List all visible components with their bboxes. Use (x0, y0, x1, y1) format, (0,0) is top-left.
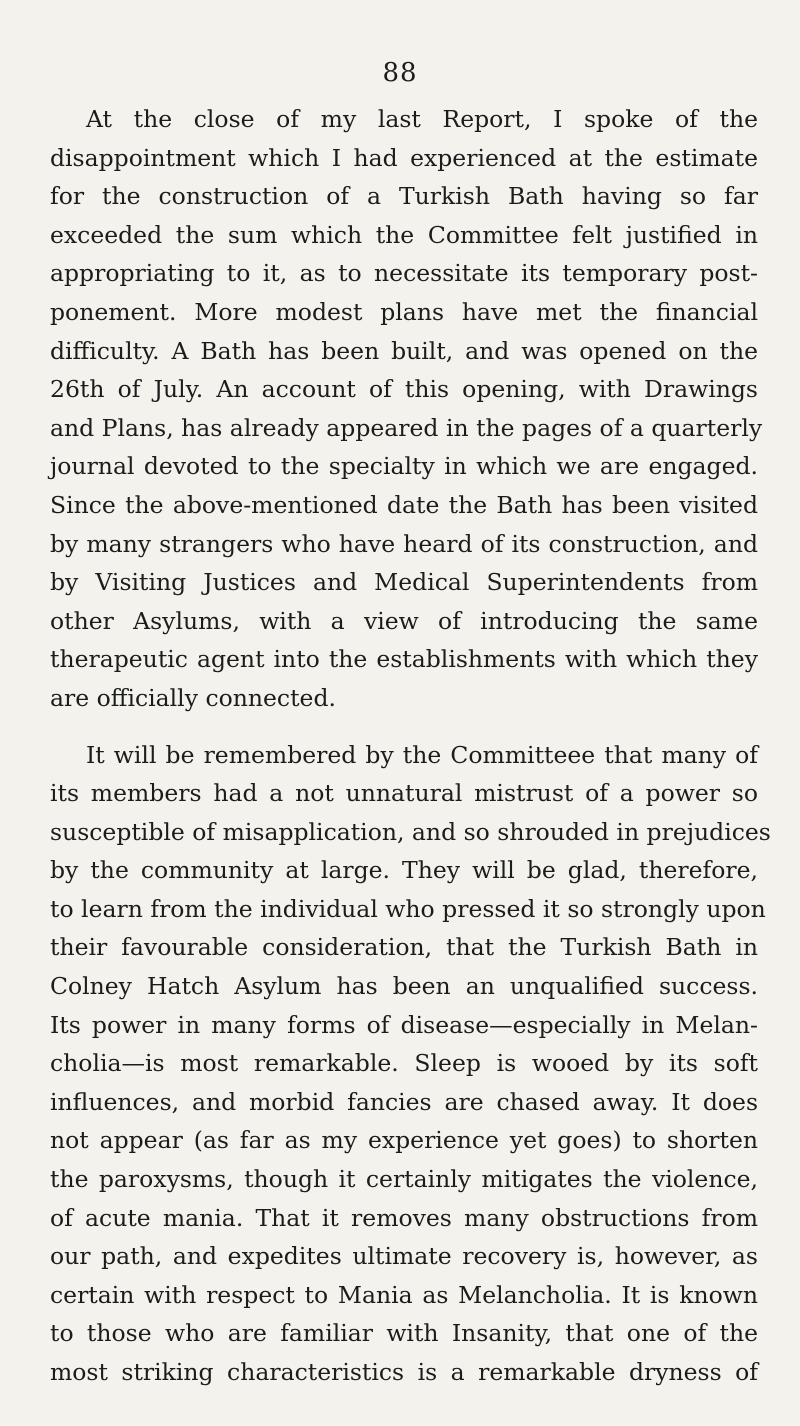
text-line: It will be remembered by the Committeee that many of (86, 740, 758, 769)
text-line: not appear (as far as my experience yet goes) to shorten (50, 1126, 758, 1155)
text-line: are officially connected. (50, 683, 336, 712)
text-line: ponement. More modest plans have met the financial (50, 297, 758, 326)
text-line: therapeutic agent into the establishments with which they (50, 645, 758, 674)
text-line: certain with respect to Mania as Melancholia. It is known (50, 1280, 758, 1309)
page-number: 88 (382, 58, 418, 88)
text-line: exceeded the sum which the Committee felt justified in (50, 220, 758, 249)
text-line: its members had a not unnatural mistrust of a power so (50, 779, 758, 808)
text-line: susceptible of misapplication, and so shrouded in prejudices (50, 817, 771, 846)
paragraph (50, 736, 771, 1392)
paragraph-gap (50, 718, 758, 736)
text-line: by Visiting Justices and Medical Superintendents from (50, 568, 758, 597)
text-line: disappointment which I had experienced at the estimate (50, 143, 758, 172)
text-line: by many strangers who have heard of its construction, and (50, 529, 758, 558)
text-line: Since the above-mentioned date the Bath has been visited (50, 490, 758, 519)
text-line: other Asylums, with a view of introducing the same (50, 606, 758, 635)
paragraph (50, 100, 763, 718)
text-line: to those who are familiar with Insanity, that one of the (50, 1319, 758, 1348)
text-line: Its power in many forms of disease—especially in Melan- (50, 1010, 758, 1039)
text-line: 26th of July. An account of this opening, with Drawings (50, 375, 758, 404)
text-line: the paroxysms, though it certainly mitigates the violence, (50, 1165, 758, 1194)
text-line: influences, and morbid fancies are chased away. It does (50, 1087, 758, 1116)
text-line: for the construction of a Turkish Bath having so far (50, 182, 758, 211)
text-line: journal devoted to the specialty in which we are engaged. (50, 452, 758, 481)
text-line: of acute mania. That it removes many obstructions from (50, 1203, 758, 1232)
text-line: cholia—is most remarkable. Sleep is wooed by its soft (50, 1049, 758, 1078)
text-line: to learn from the individual who pressed it so strongly upon (50, 894, 766, 923)
text-line: by the community at large. They will be glad, therefore, (50, 856, 758, 885)
text-line: our path, and expedites ultimate recovery is, however, as (50, 1242, 758, 1271)
text-line: Colney Hatch Asylum has been an unqualified success. (50, 972, 758, 1001)
text-line: and Plans, has already appeared in the pages of a quarterly (50, 413, 763, 442)
text-line: appropriating to it, as to necessitate its temporary post- (50, 259, 758, 288)
text-line: most striking characteristics is a remarkable dryness of (50, 1358, 758, 1386)
text-line: At the close of my last Report, I spoke of the (86, 105, 758, 133)
text-line: difficulty. A Bath has been built, and was opened on the (50, 336, 758, 365)
body-text (50, 100, 771, 1392)
text-line: their favourable consideration, that the Turkish Bath in (50, 933, 758, 962)
